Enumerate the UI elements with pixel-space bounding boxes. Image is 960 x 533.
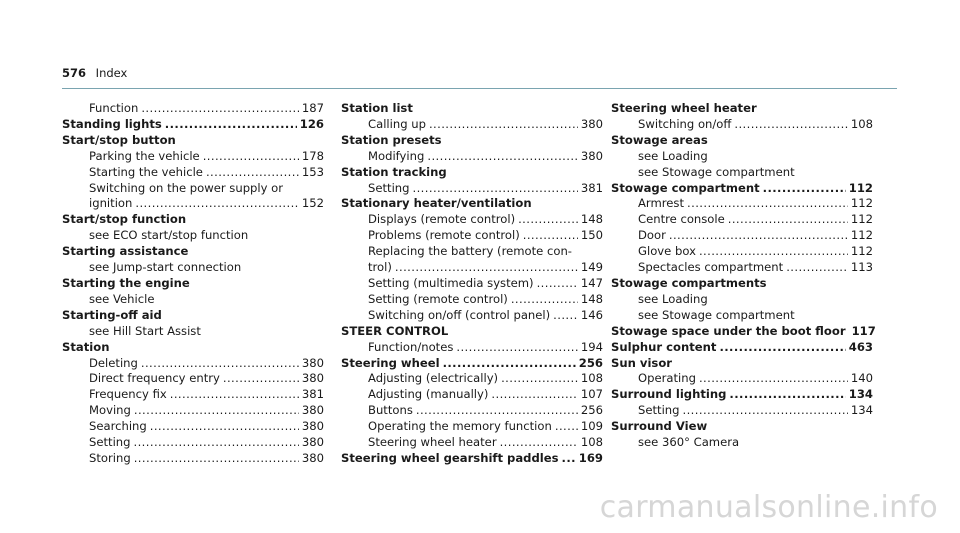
page-reference[interactable]: 146	[580, 307, 603, 322]
page-reference[interactable]: 381	[301, 387, 324, 402]
index-heading	[341, 133, 603, 149]
dot-leader	[223, 371, 299, 387]
dot-leader	[395, 260, 578, 276]
entry-text: Modifying	[368, 148, 425, 163]
page-reference[interactable]: 380	[301, 371, 324, 386]
page-reference[interactable]: 187	[301, 101, 324, 115]
page-reference[interactable]: 147	[580, 275, 603, 290]
index-subentry[interactable]	[62, 101, 324, 117]
index-subentry	[341, 244, 603, 260]
dot-leader	[553, 308, 578, 324]
index-subentry[interactable]	[341, 276, 603, 292]
entry-text: Door	[638, 228, 666, 243]
index-subentry	[611, 308, 873, 324]
dot-leader	[456, 340, 577, 356]
entry-text: Calling up	[368, 116, 426, 131]
entry-text: trol)	[368, 260, 392, 275]
page-reference[interactable]: 149	[580, 260, 603, 275]
entry-text: see Stowage compartment	[638, 164, 795, 179]
page-reference[interactable]: 109	[580, 419, 603, 434]
index-subentry	[62, 324, 324, 340]
dot-leader	[699, 244, 848, 260]
index-subentry[interactable]	[611, 403, 873, 419]
dot-leader	[729, 387, 845, 403]
index-subentry[interactable]	[341, 228, 603, 244]
page-reference[interactable]: 117	[851, 323, 876, 338]
dot-leader	[501, 371, 578, 387]
dot-leader	[141, 356, 299, 372]
entry-text: Moving	[89, 403, 131, 418]
index-subentry	[611, 149, 873, 165]
index-subentry[interactable]	[62, 371, 324, 387]
index-heading	[62, 212, 324, 228]
page-reference[interactable]: 380	[580, 116, 603, 131]
dot-leader	[206, 165, 299, 181]
entry-text: see Hill Start Assist	[89, 323, 201, 338]
index-subentry[interactable]	[341, 340, 603, 356]
index-heading	[62, 340, 324, 356]
index-subentry[interactable]	[341, 419, 603, 435]
entry-text: Setting (multimedia system)	[368, 275, 534, 290]
dot-leader	[203, 149, 299, 165]
page-reference[interactable]: 134	[850, 403, 873, 418]
page-number: 576	[62, 66, 87, 80]
dot-leader	[719, 340, 845, 356]
index-heading	[341, 324, 603, 340]
entry-text: Frequency fix	[89, 387, 167, 402]
entry-text: see Loading	[638, 148, 708, 163]
index-heading	[341, 101, 603, 117]
entry-text: Steering wheel heater	[611, 101, 757, 115]
page-reference[interactable]: 112	[850, 196, 873, 211]
dot-leader	[786, 260, 848, 276]
entry-text: Stowage space under the boot floor	[611, 323, 846, 338]
dot-leader	[429, 117, 578, 133]
entry-text: see Jump-start connection	[89, 260, 242, 275]
index-column-2	[341, 101, 603, 467]
entry-text: see Loading	[638, 291, 708, 306]
index-subentry[interactable]	[62, 149, 324, 165]
entry-text: Starting the engine	[62, 275, 190, 290]
entry-text: Parking the vehicle	[89, 148, 200, 163]
index-heading	[611, 101, 873, 117]
dot-leader	[134, 435, 299, 451]
dot-leader	[500, 435, 578, 451]
page-reference[interactable]: 256	[578, 355, 603, 370]
entry-text: Storing	[89, 450, 131, 465]
index-heading	[62, 133, 324, 149]
entry-text: Stowage compartments	[611, 275, 767, 290]
entry-text: Station presets	[341, 132, 442, 147]
dot-leader	[134, 403, 299, 419]
index-subentry[interactable]	[341, 387, 603, 403]
entry-text: Surround View	[611, 419, 708, 434]
dot-leader	[683, 403, 848, 419]
entry-text: Setting	[368, 180, 410, 195]
index-subentry[interactable]	[611, 117, 873, 133]
page-reference[interactable]: 108	[850, 116, 873, 131]
entry-text: Setting	[638, 403, 680, 418]
entry-text: Steering wheel	[341, 355, 440, 370]
dot-leader	[763, 181, 846, 197]
index-column-1	[62, 101, 324, 467]
entry-text: Sun visor	[611, 355, 673, 370]
entry-text: STEER CONTROL	[341, 323, 449, 338]
index-subentry[interactable]	[341, 260, 603, 276]
index-heading	[62, 308, 324, 324]
dot-leader	[511, 292, 578, 308]
dot-leader	[491, 387, 577, 403]
entry-text: Deleting	[89, 355, 138, 370]
entry-text: see 360° Camera	[638, 435, 740, 450]
entry-text: Starting-off aid	[62, 307, 162, 322]
dot-leader	[687, 196, 848, 212]
page-reference[interactable]: 107	[580, 387, 603, 402]
entry-text: see Stowage compartment	[638, 307, 795, 322]
entry-text: Start/stop function	[62, 212, 187, 227]
dot-leader	[416, 403, 578, 419]
index-subentry[interactable]	[62, 403, 324, 419]
entry-text: Spectacles compartment	[638, 260, 784, 275]
entry-text: Direct frequency entry	[89, 371, 220, 386]
entry-text: Operating	[638, 371, 696, 386]
index-column-3	[611, 101, 876, 451]
entry-text: Stowage compartment	[611, 180, 760, 195]
index-subentry[interactable]	[341, 212, 603, 228]
page-reference[interactable]: 169	[578, 450, 603, 465]
page-reference[interactable]: 380	[301, 435, 324, 450]
index-heading	[62, 244, 324, 260]
entry-text: Function/notes	[368, 339, 454, 354]
index-subentry	[62, 181, 324, 197]
entry-text: Switching on/off (control panel)	[368, 307, 551, 322]
index-subentry[interactable]	[62, 387, 324, 403]
index-subentry[interactable]	[62, 419, 324, 435]
page-reference[interactable]: 380	[301, 419, 324, 434]
index-subentry[interactable]	[62, 356, 324, 372]
index-subentry[interactable]	[341, 435, 603, 451]
page-header	[62, 66, 127, 80]
page-reference[interactable]: 126	[299, 116, 324, 131]
index-subentry[interactable]	[611, 371, 873, 387]
index-heading[interactable]	[611, 181, 873, 197]
entry-text: Standing lights	[62, 116, 162, 131]
page-reference[interactable]: 256	[580, 403, 603, 418]
index-heading	[611, 276, 873, 292]
index-subentry	[611, 292, 873, 308]
entry-text: Centre console	[638, 212, 725, 227]
index-heading[interactable]	[341, 356, 603, 372]
entry-text: Steering wheel gearshift paddles	[341, 450, 559, 465]
entry-text: Replacing the battery (remote con-	[368, 244, 572, 259]
index-subentry[interactable]	[62, 196, 324, 212]
entry-text: Setting	[89, 435, 131, 450]
page-reference[interactable]: 148	[580, 291, 603, 306]
dot-leader	[427, 149, 578, 165]
index-heading[interactable]	[611, 340, 873, 356]
index-heading[interactable]	[611, 387, 873, 403]
entry-text: Surround lighting	[611, 387, 727, 402]
dot-leader	[150, 419, 299, 435]
entry-text: Setting (remote control)	[368, 291, 508, 306]
dot-leader	[135, 196, 299, 212]
index-heading[interactable]	[611, 323, 876, 340]
page-reference[interactable]: 112	[850, 212, 873, 227]
dot-leader	[734, 117, 847, 133]
entry-text: Start/stop button	[62, 132, 176, 147]
dot-leader	[443, 356, 576, 372]
dot-leader	[134, 451, 299, 467]
entry-text: Station list	[341, 101, 413, 115]
dot-leader	[165, 117, 297, 133]
index-heading[interactable]	[62, 117, 324, 133]
entry-text: Switching on/off	[638, 116, 732, 131]
page-reference[interactable]: 148	[580, 212, 603, 227]
page-reference[interactable]: 108	[580, 435, 603, 450]
index-heading	[341, 165, 603, 181]
entry-text: Displays (remote control)	[368, 212, 516, 227]
page-reference[interactable]: 150	[580, 228, 603, 243]
dot-leader	[170, 387, 299, 403]
page-reference[interactable]: 140	[850, 371, 873, 386]
page-reference[interactable]: 380	[301, 355, 324, 370]
entry-text: Searching	[89, 419, 147, 434]
index-subentry	[611, 435, 873, 451]
entry-text: see Vehicle	[89, 291, 155, 306]
dot-leader	[537, 276, 578, 292]
dot-leader	[518, 212, 578, 228]
index-subentry[interactable]	[341, 308, 603, 324]
entry-text: Station	[62, 339, 110, 354]
index-subentry[interactable]	[341, 117, 603, 133]
index-subentry[interactable]	[341, 181, 603, 197]
index-heading	[341, 196, 603, 212]
index-subentry	[611, 165, 873, 181]
page-reference[interactable]: 380	[301, 450, 324, 465]
index-subentry[interactable]	[341, 403, 603, 419]
page-reference[interactable]: 108	[580, 371, 603, 386]
dot-leader	[413, 181, 578, 197]
entry-text: ignition	[89, 196, 133, 211]
entry-text: Stowage areas	[611, 132, 708, 147]
index-heading[interactable]	[341, 451, 603, 467]
entry-text: Station tracking	[341, 164, 447, 179]
page-reference[interactable]: 380	[301, 403, 324, 418]
dot-leader	[699, 371, 848, 387]
entry-text: Adjusting (manually)	[368, 387, 489, 402]
entry-text: Buttons	[368, 403, 413, 418]
page-reference[interactable]: 113	[850, 260, 873, 275]
page-reference[interactable]: 153	[301, 164, 324, 179]
page-reference[interactable]: 134	[848, 387, 873, 402]
index-subentry	[62, 228, 324, 244]
entry-text: Function	[89, 101, 139, 115]
page-reference[interactable]: 152	[301, 196, 324, 211]
entry-text: Problems (remote control)	[368, 228, 520, 243]
index-subentry[interactable]	[611, 244, 873, 260]
watermark: carmanualsonline.info	[599, 490, 938, 525]
page-reference[interactable]: 463	[848, 339, 873, 354]
index-subentry[interactable]	[611, 196, 873, 212]
index-subentry[interactable]	[62, 451, 324, 467]
dot-leader	[555, 419, 578, 435]
header-divider	[62, 88, 897, 89]
entry-text: Starting the vehicle	[89, 164, 203, 179]
dot-leader	[523, 228, 578, 244]
index-subentry[interactable]	[62, 435, 324, 451]
page-reference[interactable]: 112	[850, 228, 873, 243]
entry-text: see ECO start/stop function	[89, 228, 249, 243]
index-subentry[interactable]	[341, 292, 603, 308]
entry-text: Sulphur content	[611, 339, 717, 354]
dot-leader	[141, 101, 299, 117]
dot-leader	[669, 228, 848, 244]
dot-leader	[728, 212, 848, 228]
page-reference[interactable]: 178	[301, 148, 324, 163]
index-subentry[interactable]	[611, 212, 873, 228]
page-reference[interactable]: 112	[848, 180, 873, 195]
index-subentry[interactable]	[62, 165, 324, 181]
index-subentry	[62, 292, 324, 308]
dot-leader	[562, 451, 576, 467]
index-subentry[interactable]	[611, 228, 873, 244]
index-heading	[611, 419, 873, 435]
entry-text: Armrest	[638, 196, 685, 211]
index-subentry[interactable]	[341, 149, 603, 165]
page-section-title: Index	[95, 66, 128, 80]
index-subentry[interactable]	[341, 371, 603, 387]
index-heading	[611, 356, 873, 372]
page-reference[interactable]: 381	[580, 180, 603, 195]
page-reference[interactable]: 380	[580, 148, 603, 163]
entry-text: Starting assistance	[62, 244, 189, 259]
entry-text: Stationary heater/ventilation	[341, 196, 532, 211]
entry-text: Operating the memory function	[368, 419, 552, 434]
page-reference[interactable]: 194	[580, 339, 603, 354]
index-heading	[62, 276, 324, 292]
entry-text: Switching on the power supply or	[89, 180, 284, 195]
page-reference[interactable]: 112	[850, 244, 873, 259]
entry-text: Steering wheel heater	[368, 435, 497, 450]
entry-text: Glove box	[638, 244, 696, 259]
index-heading	[611, 133, 873, 149]
index-subentry[interactable]	[611, 260, 873, 276]
entry-text: Adjusting (electrically)	[368, 371, 499, 386]
index-subentry	[62, 260, 324, 276]
